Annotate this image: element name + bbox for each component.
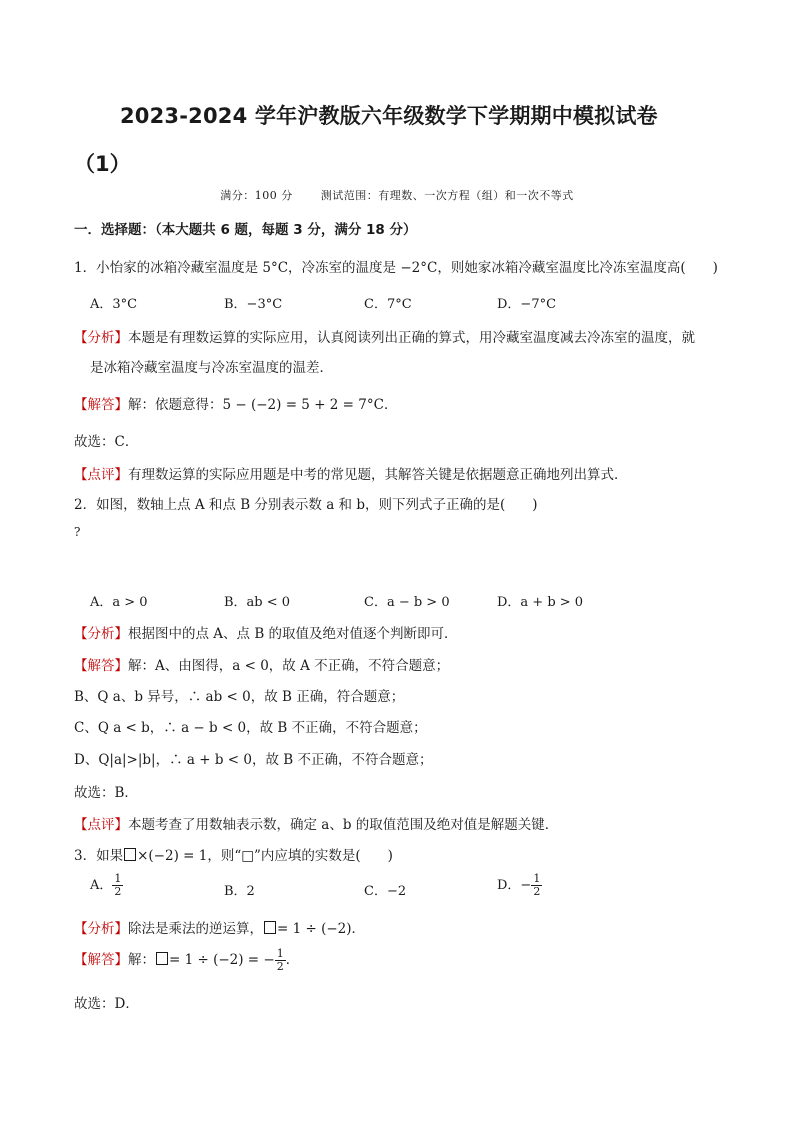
- q3-answer-mid: = 1 ÷ (−2) = −: [169, 952, 275, 968]
- q3-option-a-label: A．: [90, 878, 113, 893]
- q1-answer-text: 解：依题意得：5 − (−2) = 5 + 2 = 7°C．: [128, 397, 398, 413]
- q3-option-d-label: D．−: [497, 878, 532, 893]
- q2-analysis-text: 根据图中的点 A、点 B 的取值及绝对值逐个判断即可．: [128, 626, 458, 642]
- q2-answer-line-4: D、Q|a|>|b|，∴ a + b < 0，故 B 不正确，不符合题意；: [74, 752, 433, 768]
- q2-comment: [74, 813, 558, 833]
- q3-answer-end: ．: [285, 952, 300, 968]
- fraction-numerator: 1: [114, 872, 122, 885]
- q1-option-c: C．7°C: [364, 297, 412, 312]
- page-title-continued: （1）: [74, 152, 131, 176]
- q1-option-b: B．−3°C: [224, 297, 283, 312]
- section-heading: 一．选择题：（本大题共 6 题，每题 3 分，满分 18 分）: [74, 222, 417, 238]
- q3-option-b: B．2: [224, 884, 255, 899]
- fraction-numerator: 1: [276, 947, 284, 960]
- q2-choice: 故选：B．: [74, 785, 138, 801]
- exam-info: [0, 187, 794, 203]
- q2-option-a: A．a > 0: [90, 595, 148, 610]
- q2-comment-text: 本题考查了用数轴表示数，确定 a、b 的取值范围及绝对值是解题关键．: [128, 817, 559, 833]
- question-1-stem: 1．小怡家的冰箱冷藏室温度是 5°C，冷冻室的温度是 −2°C，则她家冰箱冷藏室温度比冷冻室温度高( ): [74, 260, 718, 276]
- q3-stem-post: ×(−2) = 1，则“□”内应填的实数是( ): [137, 848, 393, 864]
- q2-option-c: C．a − b > 0: [364, 595, 450, 610]
- comment-tag: 【点评】: [74, 817, 128, 833]
- answer-tag: 【解答】: [74, 658, 128, 674]
- q1-answer: [74, 393, 397, 413]
- answer-tag: 【解答】: [74, 397, 128, 413]
- analysis-tag: 【分析】: [74, 330, 128, 346]
- q1-choice: 故选：C．: [74, 434, 139, 450]
- question-3-stem: [74, 844, 393, 864]
- q1-comment: [74, 463, 628, 483]
- q3-stem-pre: 3．如果: [74, 848, 124, 864]
- q2-answer-line-3: C、Q a < b，∴ a − b < 0，故 B 不正确，不符合题意；: [74, 720, 427, 736]
- q2-answer-line-1: 解：A、由图得，a < 0，故 A 不正确，不符合题意；: [128, 658, 450, 674]
- page-title: 2023-2024 学年沪教版六年级数学下学期期中模拟试卷: [120, 104, 658, 128]
- q1-analysis: [74, 326, 695, 346]
- blank-box-icon: [156, 952, 168, 965]
- comment-tag: 【点评】: [74, 467, 128, 483]
- answer-tag: 【解答】: [74, 952, 128, 968]
- fraction-denominator: 2: [114, 885, 122, 898]
- missing-figure-placeholder: ?: [74, 525, 81, 539]
- q3-analysis-post: = 1 ÷ (−2)．: [277, 921, 366, 937]
- fraction-numerator: 1: [533, 872, 541, 885]
- q1-analysis-text: 本题是有理数运算的实际应用，认真阅读列出正确的算式，用冷藏室温度减去冷冻室的温度，就: [128, 330, 695, 346]
- blank-box-icon: [264, 921, 276, 934]
- q3-answer-pre: 解：: [128, 952, 155, 968]
- analysis-tag: 【分析】: [74, 921, 128, 937]
- q2-option-b: B．ab < 0: [224, 595, 291, 610]
- q2-analysis: [74, 622, 458, 642]
- question-2-stem: 2．如图，数轴上点 A 和点 B 分别表示数 a 和 b，则下列式子正确的是( ): [74, 497, 538, 513]
- fraction-denominator: 2: [533, 885, 541, 898]
- blank-box-icon: [124, 848, 136, 861]
- q1-comment-text: 有理数运算的实际应用题是中考的常见题，其解答关键是依据题意正确地列出算式．: [128, 467, 628, 483]
- q2-option-d: D．a + b > 0: [497, 595, 584, 610]
- q3-choice: 故选：D．: [74, 996, 139, 1012]
- q3-option-a-fraction: [112, 873, 123, 898]
- analysis-tag: 【分析】: [74, 626, 128, 642]
- test-scope: 测试范围：有理数、一次方程（组）和一次不等式: [320, 189, 574, 202]
- full-score: 满分：100 分: [220, 189, 293, 202]
- q3-answer-fraction: [275, 948, 286, 973]
- q1-analysis-continued: 是冰箱冷藏室温度与冷冻室温度的温差．: [90, 360, 333, 376]
- q2-answer-line-2: B、Q a、b 异号，∴ ab < 0，故 B 正确，符合题意；: [74, 689, 405, 705]
- q2-answer: [74, 654, 449, 674]
- q3-analysis-pre: 除法是乘法的逆运算，: [128, 921, 263, 937]
- q3-option-d: [497, 873, 542, 898]
- q3-option-a: [90, 873, 123, 898]
- q3-answer: [74, 948, 299, 973]
- q1-option-a: A．3°C: [90, 297, 138, 312]
- q1-option-d: D．−7°C: [497, 297, 557, 312]
- fraction-denominator: 2: [276, 960, 284, 973]
- q3-option-c: C．−2: [364, 884, 407, 899]
- q3-analysis: [74, 917, 365, 937]
- q3-option-d-fraction: [531, 873, 542, 898]
